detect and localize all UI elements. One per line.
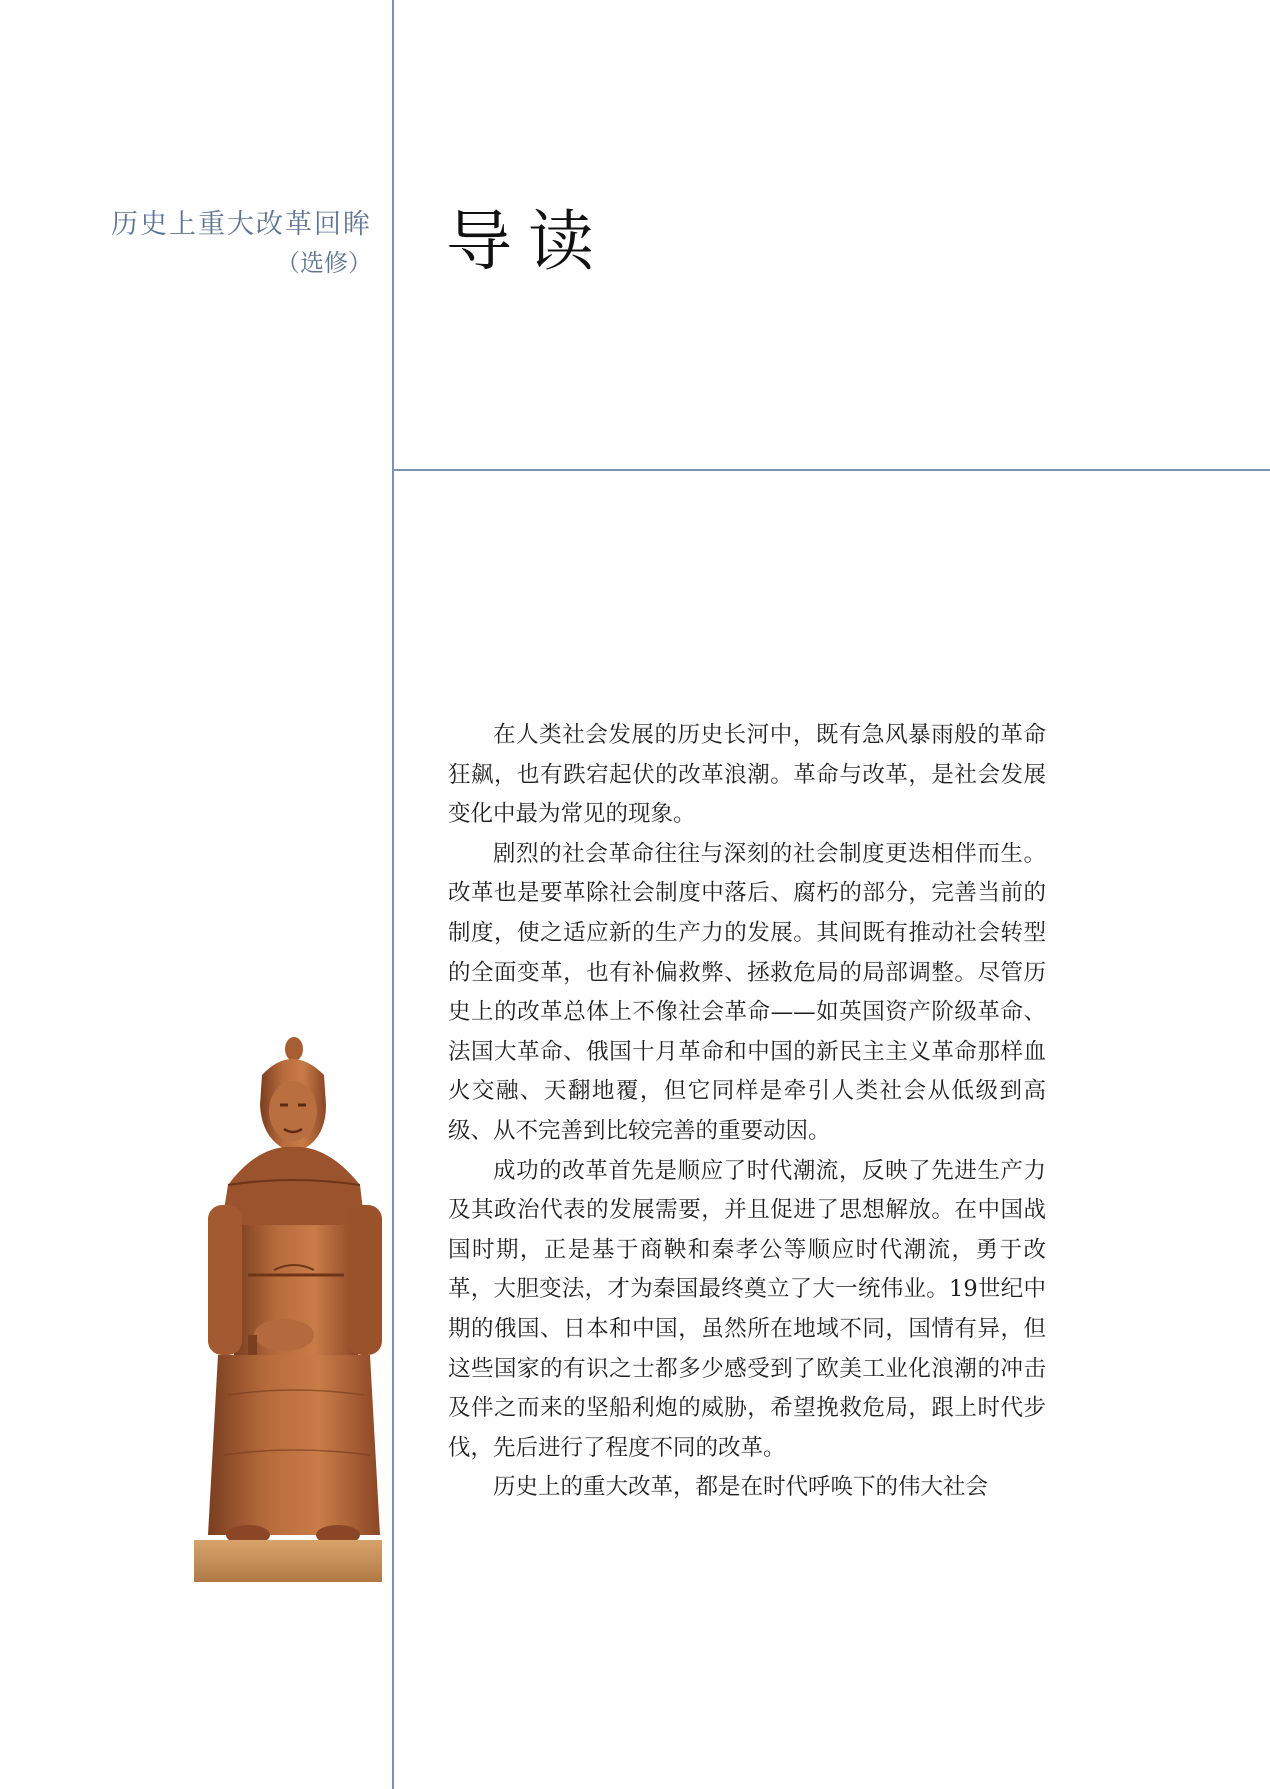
book-subtitle: （选修） xyxy=(276,249,372,277)
intro-body-text xyxy=(448,716,1046,1508)
paragraph: 在人类社会发展的历史长河中，既有急风暴雨般的革命狂飙，也有跌宕起伏的改革浪潮。革命与改革，是社会发展变化中最为常见的现象。 xyxy=(448,722,1046,828)
paragraph: 剧烈的社会革命往往与深刻的社会制度更迭相伴而生。改革也是要革除社会制度中落后、腐朽的部分，完善当前的制度，使之适应新的生产力的发展。其间既有推动社会转型的全面变革，也有补偏救弊、拯救危局的局部调整。尽管历史上的改革总体上不像社会革命——如英国资产阶级革命、法国大革命、俄国十月革命和中国的新民主主义革命那样血火交融、天翻地覆，但它同样是牵引人类社会从低级到高级、从不完善到比较完善的重要动因。 xyxy=(448,840,1046,1144)
warrior-statue-image xyxy=(188,1035,388,1585)
terracotta-warrior-statue-icon xyxy=(188,1035,388,1585)
horizontal-rule xyxy=(392,469,1270,471)
paragraph: 历史上的重大改革，都是在时代呼唤下的伟大社会 xyxy=(493,1474,989,1501)
vertical-rule xyxy=(392,0,394,1789)
paragraph: 成功的改革首先是顺应了时代潮流，反映了先进生产力及其政治代表的发展需要，并且促进了思想解放。在中国战国时期，正是基于商鞅和秦孝公等顺应时代潮流，勇于改革，大胆变法，才为秦国最终奠立了大一统伟业。19世纪中期的俄国、日本和中国，虽然所在地域不同，国情有异，但这些国家的有识之士都多少感受到了欧美工业化浪潮的冲击及伴之而来的坚船利炮的威胁，希望挽救危局，跟上时代步伐，先后进行了程度不同的改革。 xyxy=(448,1157,1046,1461)
book-title: 历史上重大改革回眸 xyxy=(111,209,372,240)
page-heading: 导读 xyxy=(446,203,610,280)
